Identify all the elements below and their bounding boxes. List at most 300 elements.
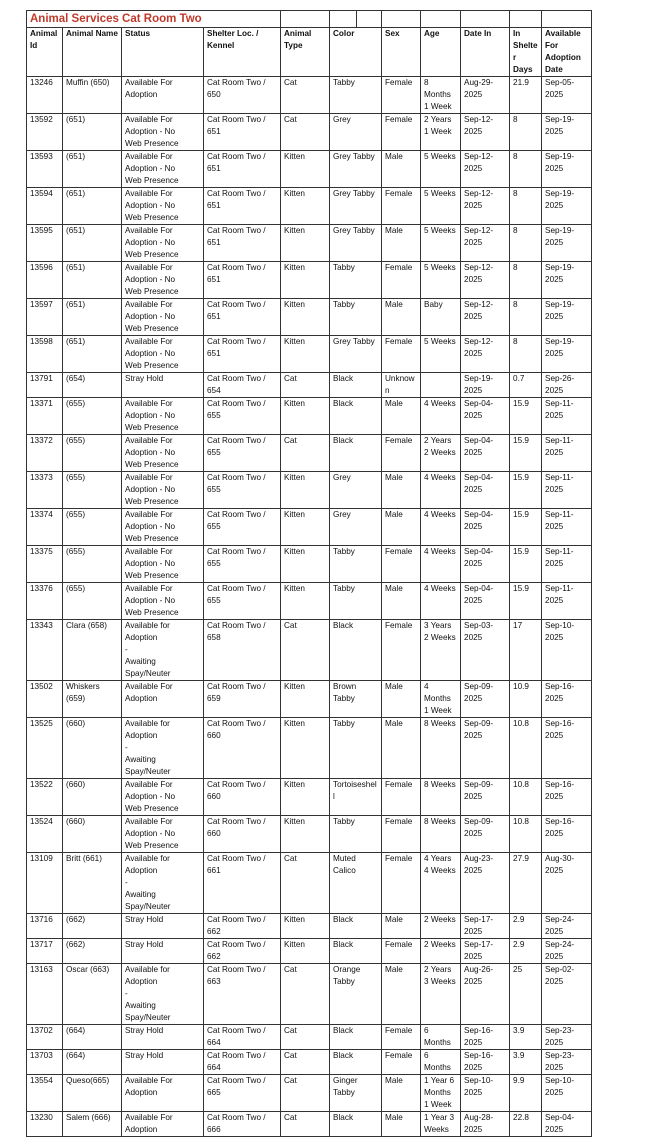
table-row — [27, 114, 592, 151]
animal-name-cell: (664) — [63, 1025, 122, 1050]
animal-name-cell: (651) — [63, 262, 122, 299]
title-empty-cell — [330, 11, 357, 28]
animal-id-cell: 13524 — [27, 816, 63, 853]
color-cell: Grey Tabby — [330, 151, 382, 188]
date-in-cell: Sep-19-2025 — [461, 373, 510, 398]
age-cell — [421, 373, 461, 398]
date-in-cell: Sep-04-2025 — [461, 546, 510, 583]
animal-type-cell: Cat — [281, 373, 330, 398]
age-cell: 8 Weeks — [421, 779, 461, 816]
age-cell: 2 Years 3 Weeks — [421, 964, 461, 1025]
location-cell: Cat Room Two / 658 — [204, 620, 281, 681]
cat-room-table — [26, 10, 592, 1137]
animal-type-cell: Kitten — [281, 583, 330, 620]
date-in-cell: Sep-04-2025 — [461, 435, 510, 472]
color-cell: Black — [330, 435, 382, 472]
animal-name-cell: (662) — [63, 914, 122, 939]
table-row — [27, 151, 592, 188]
shelter-days-cell: 15.9 — [510, 435, 542, 472]
age-cell: 2 Weeks — [421, 939, 461, 964]
date-in-cell: Sep-04-2025 — [461, 509, 510, 546]
date-in-cell: Sep-09-2025 — [461, 779, 510, 816]
status-cell: Available For Adoption — [122, 77, 204, 114]
shelter-days-cell: 25 — [510, 964, 542, 1025]
animal-name-cell: (651) — [63, 114, 122, 151]
animal-name-cell: (655) — [63, 583, 122, 620]
table-row — [27, 225, 592, 262]
available-date-cell: Sep-19-2025 — [542, 114, 592, 151]
location-cell: Cat Room Two / 664 — [204, 1050, 281, 1075]
available-date-cell: Sep-10-2025 — [542, 1075, 592, 1112]
age-cell: 4 Weeks — [421, 546, 461, 583]
animal-name-cell: (655) — [63, 398, 122, 435]
sex-cell: Male — [382, 225, 421, 262]
shelter-days-cell: 0.7 — [510, 373, 542, 398]
color-cell: Grey Tabby — [330, 225, 382, 262]
animal-type-cell: Cat — [281, 620, 330, 681]
animal-id-cell: 13343 — [27, 620, 63, 681]
animal-id-cell: 13373 — [27, 472, 63, 509]
available-date-cell: Sep-26-2025 — [542, 373, 592, 398]
age-cell: 8 Weeks — [421, 718, 461, 779]
sex-cell: Female — [382, 336, 421, 373]
animal-type-cell: Kitten — [281, 151, 330, 188]
status-cell: Available For Adoption - No Web Presence — [122, 188, 204, 225]
sex-cell: Male — [382, 151, 421, 188]
color-cell: Black — [330, 620, 382, 681]
sex-cell: Male — [382, 964, 421, 1025]
age-cell: 3 Years 2 Weeks — [421, 620, 461, 681]
location-cell: Cat Room Two / 655 — [204, 398, 281, 435]
col-header-sex: Sex — [382, 28, 421, 77]
animal-name-cell: Clara (658) — [63, 620, 122, 681]
available-date-cell: Sep-16-2025 — [542, 681, 592, 718]
shelter-days-cell: 27.9 — [510, 853, 542, 914]
table-row — [27, 816, 592, 853]
animal-id-cell: 13703 — [27, 1050, 63, 1075]
animal-type-cell: Kitten — [281, 472, 330, 509]
date-in-cell: Sep-04-2025 — [461, 472, 510, 509]
title-empty-cell — [542, 11, 592, 28]
status-cell: Stray Hold — [122, 939, 204, 964]
animal-id-cell: 13376 — [27, 583, 63, 620]
sex-cell: Female — [382, 546, 421, 583]
available-date-cell: Sep-11-2025 — [542, 435, 592, 472]
status-cell: Available For Adoption - No Web Presence — [122, 114, 204, 151]
color-cell: Black — [330, 1025, 382, 1050]
color-cell: Grey Tabby — [330, 336, 382, 373]
animal-type-cell: Kitten — [281, 262, 330, 299]
color-cell: Black — [330, 1050, 382, 1075]
status-cell: Available For Adoption — [122, 681, 204, 718]
location-cell: Cat Room Two / 651 — [204, 151, 281, 188]
status-cell: Stray Hold — [122, 373, 204, 398]
sex-cell: Male — [382, 583, 421, 620]
location-cell: Cat Room Two / 660 — [204, 816, 281, 853]
status-cell: Available for Adoption - Awaiting Spay/Neuter — [122, 853, 204, 914]
animal-type-cell: Cat — [281, 964, 330, 1025]
animal-type-cell: Kitten — [281, 939, 330, 964]
shelter-days-cell: 8 — [510, 336, 542, 373]
date-in-cell: Sep-12-2025 — [461, 114, 510, 151]
animal-type-cell: Cat — [281, 1025, 330, 1050]
available-date-cell: Sep-11-2025 — [542, 509, 592, 546]
sex-cell: Male — [382, 509, 421, 546]
animal-name-cell: (651) — [63, 299, 122, 336]
location-cell: Cat Room Two / 662 — [204, 914, 281, 939]
status-cell: Available For Adoption - No Web Presence — [122, 398, 204, 435]
animal-id-cell: 13594 — [27, 188, 63, 225]
table-row — [27, 336, 592, 373]
status-cell: Available For Adoption - No Web Presence — [122, 299, 204, 336]
col-header-animal-type: Animal Type — [281, 28, 330, 77]
animal-id-cell: 13230 — [27, 1112, 63, 1137]
shelter-days-cell: 15.9 — [510, 509, 542, 546]
color-cell: Black — [330, 398, 382, 435]
status-cell: Available For Adoption - No Web Presence — [122, 779, 204, 816]
animal-id-cell: 13598 — [27, 336, 63, 373]
status-cell: Available For Adoption - No Web Presence — [122, 509, 204, 546]
animal-type-cell: Kitten — [281, 299, 330, 336]
location-cell: Cat Room Two / 651 — [204, 114, 281, 151]
date-in-cell: Sep-12-2025 — [461, 225, 510, 262]
date-in-cell: Sep-09-2025 — [461, 718, 510, 779]
available-date-cell: Sep-04-2025 — [542, 1112, 592, 1137]
col-header-available-date: Available For Adoption Date — [542, 28, 592, 77]
date-in-cell: Aug-29-2025 — [461, 77, 510, 114]
status-cell: Available For Adoption - No Web Presence — [122, 151, 204, 188]
table-row — [27, 1075, 592, 1112]
animal-name-cell: (651) — [63, 225, 122, 262]
animal-id-cell: 13592 — [27, 114, 63, 151]
date-in-cell: Sep-04-2025 — [461, 398, 510, 435]
sex-cell: Female — [382, 1050, 421, 1075]
age-cell: 4 Weeks — [421, 472, 461, 509]
status-cell: Available For Adoption - No Web Presence — [122, 225, 204, 262]
color-cell: Tabby — [330, 816, 382, 853]
shelter-days-cell: 22.8 — [510, 1112, 542, 1137]
available-date-cell: Sep-11-2025 — [542, 398, 592, 435]
animal-name-cell: (655) — [63, 546, 122, 583]
table-row — [27, 964, 592, 1025]
available-date-cell: Sep-05-2025 — [542, 77, 592, 114]
available-date-cell: Aug-30-2025 — [542, 853, 592, 914]
animal-name-cell: (660) — [63, 718, 122, 779]
age-cell: 6 Months — [421, 1050, 461, 1075]
age-cell: 5 Weeks — [421, 225, 461, 262]
animal-id-cell: 13372 — [27, 435, 63, 472]
color-cell: Tabby — [330, 546, 382, 583]
date-in-cell: Sep-12-2025 — [461, 262, 510, 299]
table-row — [27, 853, 592, 914]
table-row — [27, 914, 592, 939]
shelter-days-cell: 3.9 — [510, 1025, 542, 1050]
date-in-cell: Sep-17-2025 — [461, 914, 510, 939]
status-cell: Stray Hold — [122, 1050, 204, 1075]
animal-id-cell: 13374 — [27, 509, 63, 546]
color-cell: Muted Calico — [330, 853, 382, 914]
color-cell: Tabby — [330, 262, 382, 299]
available-date-cell: Sep-23-2025 — [542, 1025, 592, 1050]
title-empty-cell — [281, 11, 330, 28]
status-cell: Available For Adoption - No Web Presence — [122, 816, 204, 853]
status-cell: Stray Hold — [122, 1025, 204, 1050]
animal-id-cell: 13246 — [27, 77, 63, 114]
status-cell: Available For Adoption - No Web Presence — [122, 435, 204, 472]
animal-id-cell: 13791 — [27, 373, 63, 398]
shelter-days-cell: 15.9 — [510, 583, 542, 620]
age-cell: 2 Years 2 Weeks — [421, 435, 461, 472]
animal-type-cell: Cat — [281, 435, 330, 472]
color-cell: Orange Tabby — [330, 964, 382, 1025]
location-cell: Cat Room Two / 661 — [204, 853, 281, 914]
col-header-animal-id: AnimalId — [27, 28, 63, 77]
available-date-cell: Sep-19-2025 — [542, 188, 592, 225]
date-in-cell: Sep-12-2025 — [461, 151, 510, 188]
col-header-color: Color — [330, 28, 382, 77]
animal-id-cell: 13525 — [27, 718, 63, 779]
animal-id-cell: 13702 — [27, 1025, 63, 1050]
animal-name-cell: Queso(665) — [63, 1075, 122, 1112]
col-header-location: Shelter Loc. / Kennel — [204, 28, 281, 77]
shelter-days-cell: 10.9 — [510, 681, 542, 718]
status-cell: Available For Adoption — [122, 1112, 204, 1137]
animal-type-cell: Kitten — [281, 816, 330, 853]
shelter-days-cell: 17 — [510, 620, 542, 681]
shelter-days-cell: 10.8 — [510, 779, 542, 816]
location-cell: Cat Room Two / 655 — [204, 435, 281, 472]
location-cell: Cat Room Two / 666 — [204, 1112, 281, 1137]
sex-cell: Female — [382, 939, 421, 964]
animal-id-cell: 13109 — [27, 853, 63, 914]
animal-id-cell: 13593 — [27, 151, 63, 188]
age-cell: 8 Weeks — [421, 816, 461, 853]
date-in-cell: Aug-23-2025 — [461, 853, 510, 914]
location-cell: Cat Room Two / 659 — [204, 681, 281, 718]
available-date-cell: Sep-02-2025 — [542, 964, 592, 1025]
age-cell: 2 Weeks — [421, 914, 461, 939]
status-cell: Available For Adoption — [122, 1075, 204, 1112]
age-cell: 5 Weeks — [421, 336, 461, 373]
shelter-days-cell: 10.8 — [510, 718, 542, 779]
col-header-shelter-days: In Shelter Days — [510, 28, 542, 77]
animal-name-cell: Oscar (663) — [63, 964, 122, 1025]
sex-cell: Female — [382, 779, 421, 816]
table-row — [27, 435, 592, 472]
sex-cell: Male — [382, 398, 421, 435]
date-in-cell: Sep-09-2025 — [461, 681, 510, 718]
date-in-cell: Sep-17-2025 — [461, 939, 510, 964]
sex-cell: Female — [382, 262, 421, 299]
animal-id-cell: 13371 — [27, 398, 63, 435]
age-cell: 1 Year 6 Months 1 Week — [421, 1075, 461, 1112]
status-cell: Available for Adoption - Awaiting Spay/Neuter — [122, 718, 204, 779]
available-date-cell: Sep-19-2025 — [542, 299, 592, 336]
animal-type-cell: Cat — [281, 77, 330, 114]
color-cell: Tabby — [330, 583, 382, 620]
animal-name-cell: (654) — [63, 373, 122, 398]
status-cell: Available For Adoption - No Web Presence — [122, 336, 204, 373]
location-cell: Cat Room Two / 650 — [204, 77, 281, 114]
animal-name-cell: (655) — [63, 435, 122, 472]
status-cell: Available for Adoption - Awaiting Spay/Neuter — [122, 620, 204, 681]
sex-cell: Female — [382, 816, 421, 853]
status-cell: Available for Adoption - Awaiting Spay/Neuter — [122, 964, 204, 1025]
animal-name-cell: Salem (666) — [63, 1112, 122, 1137]
age-cell: 4 Weeks — [421, 509, 461, 546]
animal-type-cell: Cat — [281, 114, 330, 151]
color-cell: Ginger Tabby — [330, 1075, 382, 1112]
animal-type-cell: Kitten — [281, 546, 330, 583]
age-cell: Baby — [421, 299, 461, 336]
animal-type-cell: Kitten — [281, 509, 330, 546]
color-cell: Tabby — [330, 299, 382, 336]
title-empty-cell — [421, 11, 461, 28]
sex-cell: Male — [382, 718, 421, 779]
table-row — [27, 262, 592, 299]
location-cell: Cat Room Two / 665 — [204, 1075, 281, 1112]
animal-id-cell: 13596 — [27, 262, 63, 299]
available-date-cell: Sep-11-2025 — [542, 472, 592, 509]
color-cell: Black — [330, 914, 382, 939]
table-row — [27, 583, 592, 620]
table-row — [27, 1050, 592, 1075]
shelter-days-cell: 21.9 — [510, 77, 542, 114]
col-header-age: Age — [421, 28, 461, 77]
date-in-cell: Sep-12-2025 — [461, 336, 510, 373]
animal-name-cell: (662) — [63, 939, 122, 964]
animal-type-cell: Cat — [281, 853, 330, 914]
available-date-cell: Sep-23-2025 — [542, 1050, 592, 1075]
date-in-cell: Sep-09-2025 — [461, 816, 510, 853]
shelter-days-cell: 8 — [510, 188, 542, 225]
location-cell: Cat Room Two / 655 — [204, 546, 281, 583]
available-date-cell: Sep-19-2025 — [542, 225, 592, 262]
status-cell: Available For Adoption - No Web Presence — [122, 583, 204, 620]
animal-type-cell: Kitten — [281, 914, 330, 939]
date-in-cell: Sep-04-2025 — [461, 583, 510, 620]
age-cell: 2 Years 1 Week — [421, 114, 461, 151]
location-cell: Cat Room Two / 664 — [204, 1025, 281, 1050]
shelter-days-cell: 8 — [510, 151, 542, 188]
animal-id-cell: 13554 — [27, 1075, 63, 1112]
title-empty-cell — [510, 11, 542, 28]
animal-id-cell: 13163 — [27, 964, 63, 1025]
animal-type-cell: Kitten — [281, 718, 330, 779]
location-cell: Cat Room Two / 660 — [204, 718, 281, 779]
sheet-title: Animal Services Cat Room Two — [30, 12, 202, 25]
sex-cell: Unknown — [382, 373, 421, 398]
age-cell: 5 Weeks — [421, 151, 461, 188]
color-cell: Brown Tabby — [330, 681, 382, 718]
animal-type-cell: Kitten — [281, 398, 330, 435]
table-row — [27, 546, 592, 583]
animal-type-cell: Kitten — [281, 188, 330, 225]
col-header-date-in: Date In — [461, 28, 510, 77]
shelter-days-cell: 8 — [510, 225, 542, 262]
animal-name-cell: (660) — [63, 779, 122, 816]
sex-cell: Female — [382, 114, 421, 151]
color-cell: Tabby — [330, 718, 382, 779]
sex-cell: Male — [382, 1112, 421, 1137]
available-date-cell: Sep-16-2025 — [542, 718, 592, 779]
header-row — [27, 28, 592, 77]
table-row — [27, 681, 592, 718]
animal-type-cell: Cat — [281, 1075, 330, 1112]
location-cell: Cat Room Two / 651 — [204, 262, 281, 299]
date-in-cell: Sep-12-2025 — [461, 188, 510, 225]
shelter-days-cell: 10.8 — [510, 816, 542, 853]
age-cell: 1 Year 3 Weeks — [421, 1112, 461, 1137]
age-cell: 5 Weeks — [421, 188, 461, 225]
available-date-cell: Sep-11-2025 — [542, 546, 592, 583]
age-cell: 4 Years 4 Weeks — [421, 853, 461, 914]
sex-cell: Female — [382, 77, 421, 114]
animal-id-cell: 13597 — [27, 299, 63, 336]
age-cell: 5 Weeks — [421, 262, 461, 299]
shelter-days-cell: 15.9 — [510, 398, 542, 435]
table-row — [27, 509, 592, 546]
available-date-cell: Sep-19-2025 — [542, 262, 592, 299]
age-cell: 8 Months 1 Week — [421, 77, 461, 114]
location-cell: Cat Room Two / 655 — [204, 583, 281, 620]
available-date-cell: Sep-10-2025 — [542, 620, 592, 681]
date-in-cell: Aug-28-2025 — [461, 1112, 510, 1137]
animal-name-cell: (660) — [63, 816, 122, 853]
date-in-cell: Aug-26-2025 — [461, 964, 510, 1025]
title-empty-cell — [382, 11, 421, 28]
color-cell: Grey — [330, 114, 382, 151]
location-cell: Cat Room Two / 651 — [204, 188, 281, 225]
age-cell: 4 Months 1 Week — [421, 681, 461, 718]
shelter-days-cell: 8 — [510, 262, 542, 299]
sex-cell: Male — [382, 1075, 421, 1112]
title-row — [27, 11, 592, 28]
animal-type-cell: Kitten — [281, 681, 330, 718]
color-cell: Black — [330, 1112, 382, 1137]
status-cell: Available For Adoption - No Web Presence — [122, 472, 204, 509]
table-row — [27, 299, 592, 336]
date-in-cell: Sep-12-2025 — [461, 299, 510, 336]
age-cell: 4 Weeks — [421, 398, 461, 435]
available-date-cell: Sep-24-2025 — [542, 914, 592, 939]
table-row — [27, 1112, 592, 1137]
table-row — [27, 398, 592, 435]
sex-cell: Male — [382, 914, 421, 939]
animal-id-cell: 13375 — [27, 546, 63, 583]
title-cell — [27, 11, 281, 28]
color-cell: Grey Tabby — [330, 188, 382, 225]
shelter-days-cell: 2.9 — [510, 914, 542, 939]
animal-type-cell: Kitten — [281, 779, 330, 816]
location-cell: Cat Room Two / 651 — [204, 225, 281, 262]
animal-name-cell: (655) — [63, 472, 122, 509]
animal-type-cell: Cat — [281, 1112, 330, 1137]
color-cell: Tabby — [330, 77, 382, 114]
color-cell: Tortoiseshell — [330, 779, 382, 816]
location-cell: Cat Room Two / 660 — [204, 779, 281, 816]
animal-type-cell: Kitten — [281, 225, 330, 262]
available-date-cell: Sep-19-2025 — [542, 336, 592, 373]
animal-id-cell: 13595 — [27, 225, 63, 262]
available-date-cell: Sep-16-2025 — [542, 816, 592, 853]
shelter-days-cell: 15.9 — [510, 472, 542, 509]
table-row — [27, 779, 592, 816]
date-in-cell: Sep-03-2025 — [461, 620, 510, 681]
table-row — [27, 472, 592, 509]
animal-name-cell: (651) — [63, 336, 122, 373]
age-cell: 6 Months — [421, 1025, 461, 1050]
